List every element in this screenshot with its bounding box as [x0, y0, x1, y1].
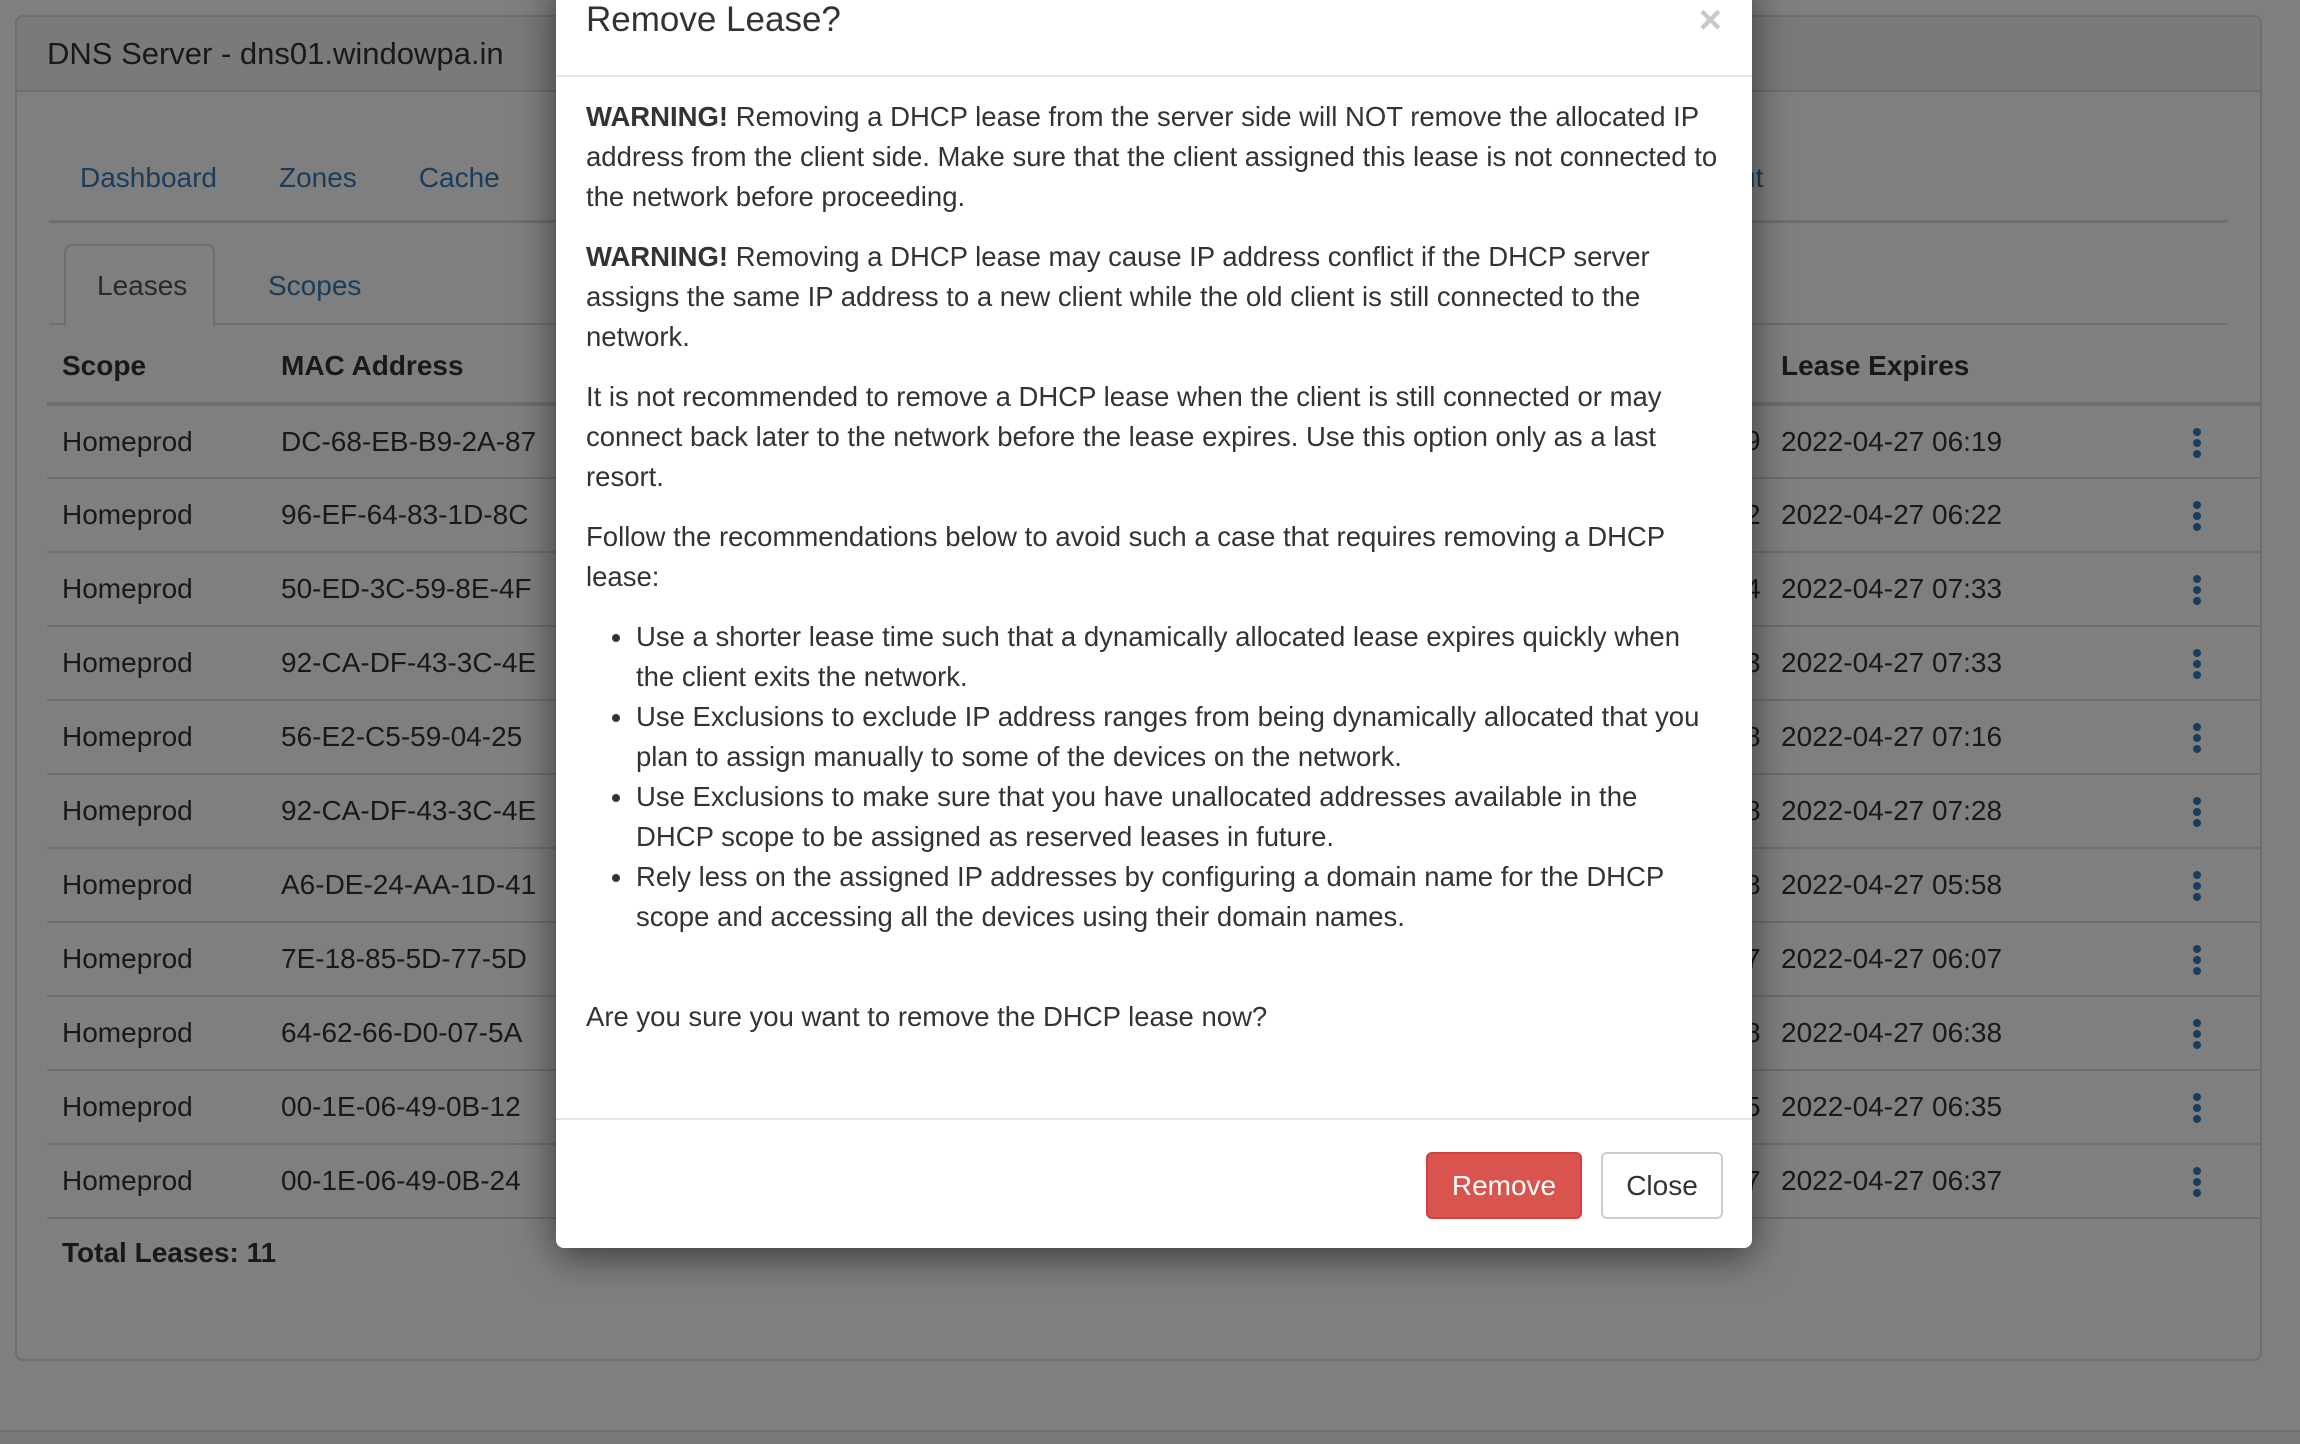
warning-label: WARNING!: [586, 101, 729, 132]
confirm-question: Are you sure you want to remove the DHCP lease now?: [586, 1001, 1268, 1032]
list-item: Use a shorter lease time such that a dynamically allocated lease expires quickly when the client exits the network.: [636, 617, 1722, 697]
follow-paragraph: Follow the recommendations below to avoid such a case that requires removing a DHCP lease:: [586, 521, 1665, 592]
remove-button[interactable]: Remove: [1426, 1152, 1582, 1219]
warning-text: Removing a DHCP lease may cause IP address conflict if the DHCP server assigns the same IP address to a new client while the old client is still connected to the network.: [586, 241, 1650, 352]
list-item: Use Exclusions to make sure that you have unallocated addresses available in the DHCP scope to be assigned as reserved leases in future.: [636, 777, 1722, 857]
list-item: Rely less on the assigned IP addresses by configuring a domain name for the DHCP scope and accessing all the devices using their domain names.: [636, 857, 1722, 937]
warning-paragraph-2: [586, 237, 1722, 357]
list-item: Use Exclusions to exclude IP address ranges from being dynamically allocated that you plan to assign manually to some of the devices on the network.: [636, 697, 1722, 777]
close-icon[interactable]: ×: [1698, 0, 1722, 42]
close-button[interactable]: Close: [1601, 1152, 1723, 1219]
recommendation-list: [586, 617, 1722, 937]
modal-body: [556, 77, 1752, 1037]
modal-footer: [556, 1118, 1752, 1248]
warning-paragraph-1: [586, 97, 1722, 217]
remove-lease-modal: [556, 0, 1752, 1248]
warning-label: WARNING!: [586, 241, 729, 272]
warning-text: Removing a DHCP lease from the server side will NOT remove the allocated IP address from the client side. Make sure that the client assigned this lease is not connected to the network before proceeding.: [586, 101, 1718, 212]
recommendation-paragraph: It is not recommended to remove a DHCP lease when the client is still connected or may connect back later to the network before the lease expires. Use this option only as a last resort.: [586, 381, 1662, 492]
modal-header: [556, 0, 1752, 77]
modal-title: Remove Lease?: [586, 0, 841, 39]
